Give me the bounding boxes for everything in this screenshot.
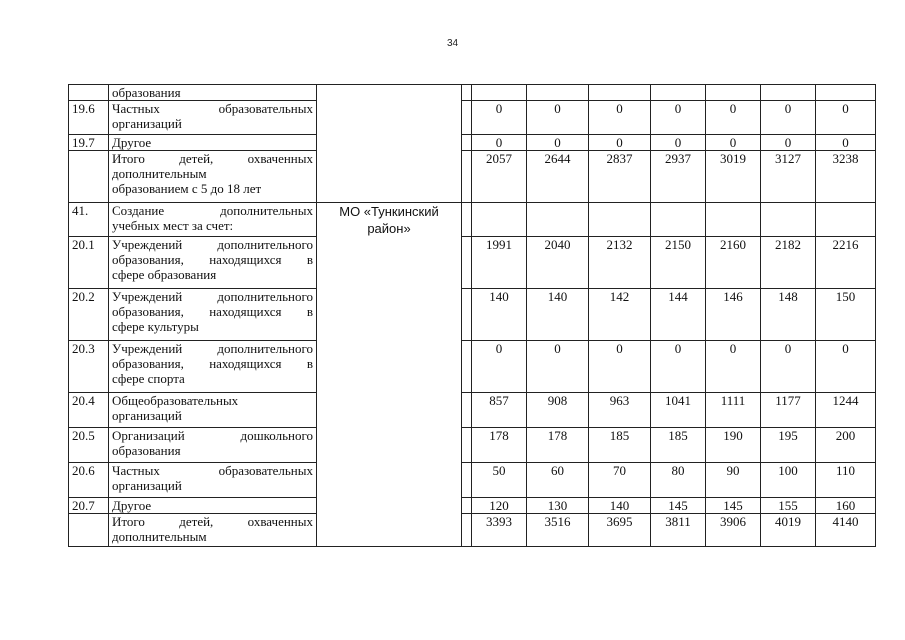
row-number: 20.1 [69,237,109,289]
value-cell: 50 [472,463,527,498]
row-description [109,289,317,341]
value-cell: 0 [527,135,589,151]
spacer-cell [462,289,472,341]
row-description [109,393,317,428]
value-cell: 0 [472,341,527,393]
value-cell [651,85,706,101]
value-cell: 0 [706,341,761,393]
table-row [69,151,876,203]
table-row [69,514,876,547]
value-cell: 963 [589,393,651,428]
value-cell: 0 [651,101,706,135]
value-cell: 0 [589,135,651,151]
value-cell: 1177 [761,393,816,428]
value-cell: 3811 [651,514,706,547]
value-cell [761,85,816,101]
value-cell: 0 [761,101,816,135]
value-cell: 200 [816,428,876,463]
table-row [69,101,876,135]
spacer-cell [462,463,472,498]
value-cell [761,203,816,237]
value-cell [527,203,589,237]
description-line: образования [112,443,181,458]
spacer-cell [462,428,472,463]
row-number: 19.7 [69,135,109,151]
description-line: Частных образовательных [112,463,313,478]
value-cell [527,85,589,101]
description-line: Частных образовательных [112,101,313,116]
description-line: учебных мест за счет: [112,218,234,233]
value-cell: 90 [706,463,761,498]
value-cell: 4140 [816,514,876,547]
value-cell: 142 [589,289,651,341]
description-line: образованием с 5 до 18 лет [112,181,262,196]
value-cell: 0 [527,341,589,393]
value-cell: 3019 [706,151,761,203]
description-line: организаций [112,408,182,423]
description-line: Учреждений дополнительного [112,289,313,304]
value-cell: 70 [589,463,651,498]
description-line: Другое [112,135,152,150]
description-line: Итого детей, охваченных [112,514,313,529]
value-cell: 3906 [706,514,761,547]
row-number: 19.6 [69,101,109,135]
row-number: 20.3 [69,341,109,393]
value-cell [651,203,706,237]
value-cell: 60 [527,463,589,498]
table-row [69,393,876,428]
description-line: сфере спорта [112,371,185,386]
description-line: сфере образования [112,267,217,282]
page-number: 34 [446,38,459,49]
value-cell [816,85,876,101]
row-description [109,463,317,498]
value-cell: 3695 [589,514,651,547]
value-cell: 3238 [816,151,876,203]
table-row [69,498,876,514]
row-number: 20.6 [69,463,109,498]
value-cell: 0 [527,101,589,135]
value-cell: 110 [816,463,876,498]
value-cell [706,203,761,237]
value-cell: 0 [651,135,706,151]
value-cell: 2837 [589,151,651,203]
row-description [109,203,317,237]
row-description [109,237,317,289]
row-description [109,498,317,514]
value-cell: 130 [527,498,589,514]
description-line: Организаций дошкольного [112,428,313,443]
value-cell: 195 [761,428,816,463]
value-cell: 160 [816,498,876,514]
value-cell: 2150 [651,237,706,289]
value-cell: 1244 [816,393,876,428]
value-cell: 0 [589,341,651,393]
description-line: Другое [112,498,152,513]
table-row [69,289,876,341]
description-line: образования, находящихся в [112,252,313,267]
value-cell: 0 [706,135,761,151]
value-cell: 120 [472,498,527,514]
row-description [109,428,317,463]
table-row [69,237,876,289]
description-line: Создание дополнительных [112,203,313,218]
value-cell: 146 [706,289,761,341]
value-cell: 140 [589,498,651,514]
table-row [69,341,876,393]
value-cell: 0 [761,135,816,151]
row-number: 20.2 [69,289,109,341]
program-table [68,84,876,547]
table-row [69,85,876,101]
value-cell: 80 [651,463,706,498]
row-description [109,341,317,393]
spacer-cell [462,101,472,135]
value-cell: 178 [472,428,527,463]
table-row [69,203,876,237]
row-description [109,101,317,135]
value-cell [816,203,876,237]
spacer-cell [462,498,472,514]
description-line: дополнительным [112,166,207,181]
row-number: 41. [69,203,109,237]
value-cell: 150 [816,289,876,341]
value-cell [589,203,651,237]
value-cell: 2132 [589,237,651,289]
table-row [69,135,876,151]
row-number [69,514,109,547]
spacer-cell [462,203,472,237]
value-cell: 0 [589,101,651,135]
value-cell: 0 [816,101,876,135]
value-cell: 140 [527,289,589,341]
value-cell: 185 [589,428,651,463]
value-cell [472,85,527,101]
row-description [109,85,317,101]
description-line: образования, находящихся в [112,304,313,319]
spacer-cell [462,135,472,151]
value-cell: 185 [651,428,706,463]
description-line: Общеобразовательных [112,393,239,408]
row-number: 20.7 [69,498,109,514]
spacer-cell [462,341,472,393]
spacer-cell [462,85,472,101]
value-cell: 190 [706,428,761,463]
value-cell: 2040 [527,237,589,289]
value-cell: 148 [761,289,816,341]
value-cell [472,203,527,237]
description-line: Учреждений дополнительного [112,237,313,252]
row-number: 20.4 [69,393,109,428]
value-cell: 1991 [472,237,527,289]
description-line: Учреждений дополнительного [112,341,313,356]
description-line: образования [112,85,181,100]
value-cell: 3516 [527,514,589,547]
value-cell: 145 [706,498,761,514]
value-cell: 2160 [706,237,761,289]
value-cell: 2182 [761,237,816,289]
row-description [109,151,317,203]
value-cell: 155 [761,498,816,514]
value-cell: 3127 [761,151,816,203]
responsible-organization: МО «Тункинский район» [317,203,462,547]
value-cell: 0 [706,101,761,135]
description-line: организаций [112,116,182,131]
description-line: организаций [112,478,182,493]
description-line: сфере культуры [112,319,199,334]
value-cell: 0 [651,341,706,393]
organization-cell-empty [317,85,462,203]
description-line: дополнительным [112,529,207,544]
value-cell: 857 [472,393,527,428]
value-cell: 2216 [816,237,876,289]
value-cell: 1111 [706,393,761,428]
spacer-cell [462,393,472,428]
row-description [109,514,317,547]
value-cell: 1041 [651,393,706,428]
value-cell [589,85,651,101]
value-cell: 0 [761,341,816,393]
value-cell [706,85,761,101]
row-number: 20.5 [69,428,109,463]
value-cell: 100 [761,463,816,498]
value-cell: 2937 [651,151,706,203]
value-cell: 908 [527,393,589,428]
description-line: Итого детей, охваченных [112,151,313,166]
description-line: образования, находящихся в [112,356,313,371]
value-cell: 140 [472,289,527,341]
row-number [69,151,109,203]
value-cell: 0 [816,135,876,151]
table-row [69,463,876,498]
value-cell: 3393 [472,514,527,547]
table-row [69,428,876,463]
value-cell: 4019 [761,514,816,547]
value-cell: 2644 [527,151,589,203]
value-cell: 0 [472,101,527,135]
value-cell: 145 [651,498,706,514]
value-cell: 0 [816,341,876,393]
value-cell: 144 [651,289,706,341]
spacer-cell [462,237,472,289]
row-description [109,135,317,151]
value-cell: 178 [527,428,589,463]
row-number [69,85,109,101]
spacer-cell [462,514,472,547]
spacer-cell [462,151,472,203]
value-cell: 0 [472,135,527,151]
value-cell: 2057 [472,151,527,203]
